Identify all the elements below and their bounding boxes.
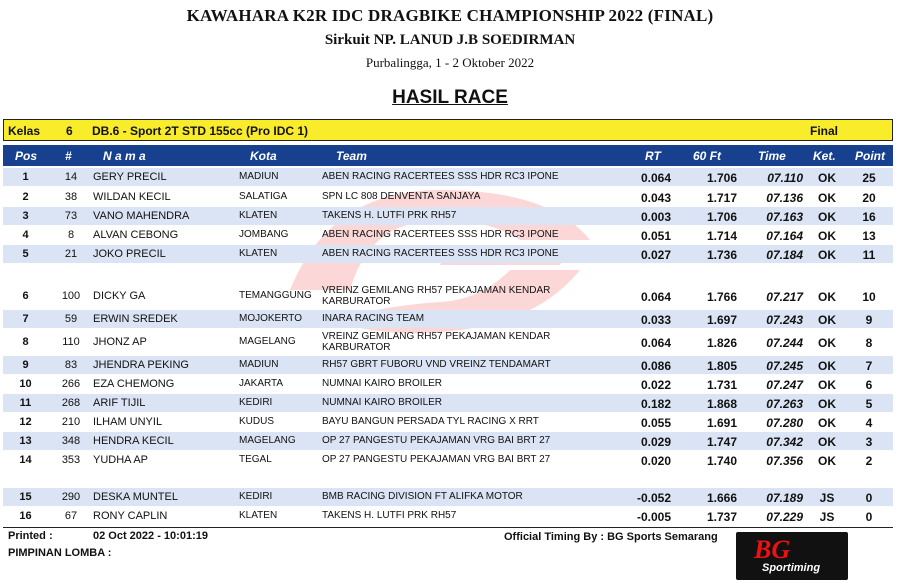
row-ket: OK [818, 229, 836, 243]
row-point: 0 [865, 510, 873, 524]
row-rt: 0.020 [640, 454, 671, 468]
row-city: KLATEN [239, 210, 278, 221]
row-team: ABEN RACING RACERTEES SSS HDR RC3 IPONE [322, 229, 559, 240]
row-team: VREINZ GEMILANG RH57 PEKAJAMAN KENDAR KARBURATOR [322, 331, 551, 353]
row-60ft: 1.706 [706, 210, 737, 224]
official-timing: Official Timing By : BG Sports Semarang [504, 531, 718, 543]
row-pos: 16 [19, 510, 32, 522]
printed-label: Printed : [8, 530, 53, 542]
row-rt: 0.182 [640, 397, 671, 411]
row-ket: OK [818, 313, 836, 327]
location-date: Purbalingga, 1 - 2 Oktober 2022 [365, 55, 535, 70]
col-team: Team [336, 149, 367, 163]
row-pos: 14 [19, 454, 32, 466]
row-60ft: 1.666 [706, 491, 737, 505]
row-ket: JS [819, 491, 835, 505]
row-time: 07.342 [766, 435, 803, 449]
row-60ft: 1.805 [706, 359, 737, 373]
row-rt: 0.064 [640, 290, 671, 304]
row-number: 348 [61, 435, 81, 447]
row-ket: OK [818, 290, 836, 304]
row-name: GERY PRECIL [93, 171, 167, 183]
row-pos: 7 [22, 313, 29, 325]
row-city: MOJOKERTO [239, 313, 302, 324]
row-time: 07.263 [766, 397, 803, 411]
row-team: BAYU BANGUN PERSADA TYL RACING X RRT [322, 416, 539, 427]
row-rt: 0.051 [640, 229, 671, 243]
row-60ft: 1.706 [706, 171, 737, 185]
row-60ft: 1.731 [706, 378, 737, 392]
row-number: 59 [64, 313, 78, 325]
row-city: KEDIRI [239, 397, 273, 408]
logo-text: Sportiming [762, 562, 821, 574]
row-city: MADIUN [239, 359, 279, 370]
row-rt: 0.064 [640, 336, 671, 350]
row-pos: 3 [22, 210, 29, 222]
row-name: YUDHA AP [93, 454, 149, 466]
col-nama: N a m a [103, 149, 146, 163]
row-number: 353 [61, 454, 81, 466]
row-point: 4 [865, 416, 873, 430]
row-team: NUMNAI KAIRO BROILER [322, 378, 443, 389]
table-header [3, 145, 893, 166]
row-team: ABEN RACING RACERTEES SSS HDR RC3 IPONE [322, 171, 559, 182]
row-point: 8 [865, 336, 873, 350]
row-name: EZA CHEMONG [93, 378, 175, 390]
row-point: 7 [865, 359, 873, 373]
row-name: JHENDRA PEKING [93, 359, 189, 371]
row-point: 0 [865, 491, 873, 505]
table-row [3, 356, 893, 374]
row-team: VREINZ GEMILANG RH57 PEKAJAMAN KENDAR KARBURATOR [322, 285, 551, 307]
row-time: 07.243 [766, 313, 803, 327]
row-team: SPN LC 808 DENVENTA SANJAYA [322, 191, 481, 202]
col-ket: Ket. [813, 149, 836, 163]
row-ket: OK [818, 191, 836, 205]
row-city: KLATEN [239, 248, 278, 259]
row-team: INARA RACING TEAM [322, 313, 425, 324]
row-60ft: 1.714 [706, 229, 737, 243]
row-point: 10 [862, 290, 876, 304]
row-60ft: 1.868 [706, 397, 737, 411]
row-ket: OK [818, 359, 836, 373]
row-pos: 1 [22, 171, 29, 183]
row-rt: 0.033 [640, 313, 671, 327]
class-label: Kelas [8, 124, 41, 138]
row-rt: -0.005 [636, 510, 671, 524]
row-number: 38 [64, 191, 78, 203]
row-city: TEMANGGUNG [239, 290, 312, 301]
row-point: 9 [865, 313, 873, 327]
table-row [3, 310, 893, 328]
row-name: HENDRA KECIL [93, 435, 174, 447]
row-number: 268 [61, 397, 81, 409]
row-rt: 0.043 [640, 191, 671, 205]
row-time: 07.189 [766, 491, 803, 505]
row-point: 2 [865, 454, 873, 468]
row-60ft: 1.740 [706, 454, 737, 468]
col-kota: Kota [250, 149, 277, 163]
row-point: 6 [865, 378, 873, 392]
class-bar [3, 119, 893, 141]
row-city: MAGELANG [239, 336, 296, 347]
col-60ft: 60 Ft [693, 149, 722, 163]
table-row [3, 207, 893, 225]
table-row [3, 245, 893, 263]
footer-divider [3, 527, 893, 528]
row-rt: 0.029 [640, 435, 671, 449]
row-60ft: 1.736 [706, 248, 737, 262]
row-ket: OK [818, 171, 836, 185]
row-name: ERWIN SREDEK [93, 313, 178, 325]
col-time: Time [758, 149, 786, 163]
row-name: DESKA MUNTEL [93, 491, 178, 503]
row-time: 07.164 [766, 229, 803, 243]
event-title: KAWAHARA K2R IDC DRAGBIKE CHAMPIONSHIP 2022 (FINAL) [186, 6, 714, 25]
row-number: 67 [64, 510, 78, 522]
row-name: ALVAN CEBONG [93, 229, 179, 241]
row-name: WILDAN KECIL [93, 191, 171, 203]
row-60ft: 1.691 [706, 416, 737, 430]
row-60ft: 1.747 [706, 435, 737, 449]
row-pos: 13 [19, 435, 32, 447]
table-row [3, 432, 893, 450]
row-point: 5 [865, 397, 873, 411]
row-point: 25 [862, 171, 876, 185]
row-pos: 11 [19, 397, 32, 409]
row-city: KUDUS [239, 416, 275, 427]
row-pos: 10 [19, 378, 32, 390]
class-name: DB.6 - Sport 2T STD 155cc (Pro IDC 1) [92, 124, 309, 138]
row-name: ARIF TIJIL [93, 397, 146, 409]
row-pos: 9 [22, 359, 29, 371]
row-ket: OK [818, 416, 836, 430]
row-ket: OK [818, 435, 836, 449]
table-row [3, 413, 893, 431]
row-team: RH57 GBRT FUBORU VND VREINZ TENDAMART [322, 359, 551, 370]
pimpinan-lomba: PIMPINAN LOMBA : [8, 547, 112, 559]
table-row [3, 226, 893, 244]
table-row [3, 375, 893, 393]
class-number: 6 [66, 124, 73, 138]
row-60ft: 1.737 [706, 510, 737, 524]
table-row [3, 451, 893, 469]
col-pos: Pos [15, 149, 38, 163]
row-name: JHONZ AP [93, 336, 147, 348]
row-point: 16 [862, 210, 876, 224]
row-point: 11 [862, 248, 876, 262]
row-time: 07.110 [767, 171, 803, 185]
row-time: 07.136 [766, 191, 803, 205]
row-pos: 15 [19, 491, 32, 503]
row-name: DICKY GA [93, 290, 146, 302]
row-point: 20 [862, 191, 876, 205]
table-row [3, 188, 893, 206]
table-row [3, 168, 893, 186]
col-point: Point [855, 149, 885, 163]
row-number: 100 [61, 290, 81, 302]
col-rt: RT [645, 149, 661, 163]
venue: Sirkuit NP. LANUD J.B SOEDIRMAN [324, 32, 576, 48]
row-rt: 0.055 [640, 416, 671, 430]
row-ket: OK [818, 336, 836, 350]
row-time: 07.244 [766, 336, 803, 350]
row-number: 210 [61, 416, 81, 428]
row-city: MADIUN [239, 171, 279, 182]
row-time: 07.163 [766, 210, 803, 224]
row-time: 07.245 [766, 359, 803, 373]
row-60ft: 1.717 [706, 191, 737, 205]
row-time: 07.247 [766, 378, 803, 392]
row-name: RONY CAPLIN [93, 510, 168, 522]
row-city: JAKARTA [239, 378, 284, 389]
row-name: VANO MAHENDRA [93, 210, 190, 222]
row-rt: 0.086 [640, 359, 671, 373]
row-number: 8 [67, 229, 75, 241]
bg-sportiming-logo [736, 532, 848, 580]
row-time: 07.280 [766, 416, 803, 430]
row-pos: 6 [22, 290, 29, 302]
row-pos: 5 [22, 248, 29, 260]
row-number: 83 [64, 359, 78, 371]
row-time: 07.217 [766, 290, 803, 304]
row-ket: OK [818, 378, 836, 392]
row-rt: 0.022 [640, 378, 671, 392]
row-time: 07.229 [766, 510, 803, 524]
table-row [3, 507, 893, 525]
row-team: TAKENS H. LUTFI PRK RH57 [322, 510, 457, 521]
row-pos: 8 [22, 336, 29, 348]
row-rt: 0.027 [640, 248, 671, 262]
logo-mark: BG [754, 535, 791, 564]
table-row [3, 394, 893, 412]
table-row [3, 329, 893, 355]
row-team: ABEN RACING RACERTEES SSS HDR RC3 IPONE [322, 248, 559, 259]
row-60ft: 1.826 [706, 336, 737, 350]
section-title: HASIL RACE [392, 87, 508, 108]
row-time: 07.184 [766, 248, 803, 262]
row-60ft: 1.697 [706, 313, 737, 327]
row-team: BMB RACING DIVISION FT ALIFKA MOTOR [322, 491, 523, 502]
row-rt: 0.003 [640, 210, 671, 224]
row-number: 21 [64, 248, 78, 260]
row-rt: 0.064 [640, 171, 671, 185]
col-no: # [65, 149, 72, 163]
row-city: SALATIGA [239, 191, 288, 202]
printed-value: 02 Oct 2022 - 10:01:19 [93, 530, 208, 542]
row-number: 110 [62, 336, 80, 348]
row-number: 14 [64, 171, 78, 183]
row-name: ILHAM UNYIL [93, 416, 163, 428]
row-team: TAKENS H. LUTFI PRK RH57 [322, 210, 457, 221]
row-rt: -0.052 [636, 491, 671, 505]
row-number: 290 [61, 491, 81, 503]
class-stage: Final [810, 124, 839, 138]
row-ket: OK [818, 454, 836, 468]
row-ket: OK [818, 248, 836, 262]
row-ket: OK [818, 397, 836, 411]
row-point: 13 [862, 229, 876, 243]
row-60ft: 1.766 [706, 290, 737, 304]
row-name: JOKO PRECIL [93, 248, 166, 260]
row-ket: OK [818, 210, 836, 224]
row-city: KEDIRI [239, 491, 273, 502]
row-time: 07.356 [766, 454, 803, 468]
row-team: OP 27 PANGESTU PEKAJAMAN VRG BAI BRT 27 [322, 435, 551, 446]
row-city: JOMBANG [239, 229, 289, 240]
row-ket: JS [819, 510, 835, 524]
table-row [3, 488, 893, 506]
table-row [3, 283, 893, 309]
row-point: 3 [865, 435, 873, 449]
row-city: TEGAL [239, 454, 272, 465]
row-team: NUMNAI KAIRO BROILER [322, 397, 443, 408]
row-number: 266 [61, 378, 81, 390]
row-pos: 4 [22, 229, 29, 241]
row-pos: 12 [19, 416, 32, 428]
row-number: 73 [64, 210, 78, 222]
row-city: MAGELANG [239, 435, 296, 446]
row-pos: 2 [22, 191, 29, 203]
row-team: OP 27 PANGESTU PEKAJAMAN VRG BAI BRT 27 [322, 454, 551, 465]
row-city: KLATEN [239, 510, 278, 521]
